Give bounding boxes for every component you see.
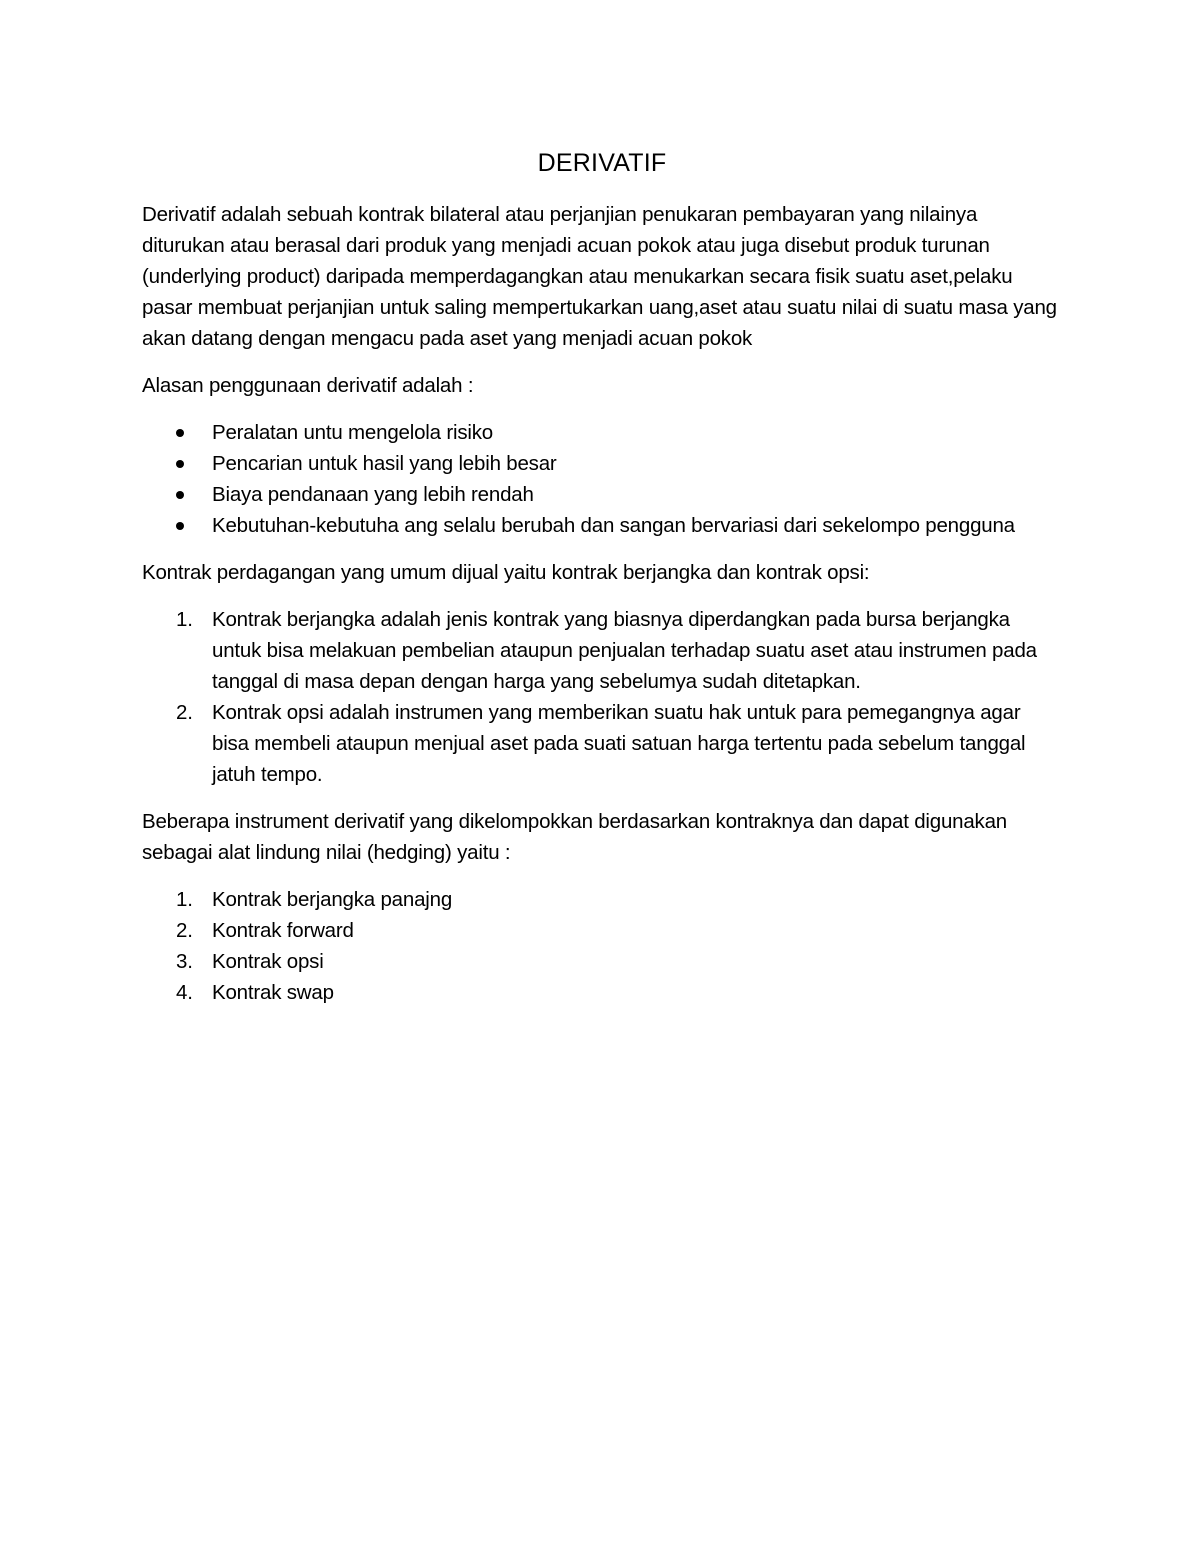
list-item: [142, 884, 1062, 915]
list-item: [142, 417, 1062, 448]
list-number: 1.: [176, 608, 193, 631]
contracts-list: [142, 604, 1062, 790]
list-item: [142, 697, 1062, 790]
list-item-text: Kontrak opsi adalah instrumen yang memberikan suatu hak untuk para pemegangnya agar bisa membeli ataupun menjual aset pada suati satuan harga tertentu pada sebelum tanggal jatuh tempo.: [212, 701, 1026, 786]
list-item: [142, 448, 1062, 479]
list-item: [142, 510, 1062, 541]
list-item: [142, 479, 1062, 510]
reasons-list: [142, 417, 1062, 541]
list-item-text: Kontrak berjangka panajng: [212, 888, 453, 911]
list-item-text: Pencarian untuk hasil yang lebih besar: [212, 452, 557, 475]
list-number: 2.: [176, 919, 193, 942]
intro-paragraph: Derivatif adalah sebuah kontrak bilateral atau perjanjian penukaran pembayaran yang nilainya diturukan atau berasal dari produk yang menjadi acuan pokok atau juga disebut produk turunan (underlying product) daripada memperdagangkan atau menukarkan secara fisik suatu aset,pelaku pasar membuat perjanjian untuk saling mempertukarkan uang,aset atau suatu nilai di suatu masa yang akan datang dengan mengacu pada aset yang menjadi acuan pokok: [142, 203, 1057, 350]
document-body: [142, 143, 1062, 1024]
list-item-text: Peralatan untu mengelola risiko: [212, 421, 493, 444]
list-item: [142, 946, 1062, 977]
list-number: 3.: [176, 950, 193, 973]
list-item-text: Biaya pendanaan yang lebih rendah: [212, 483, 534, 506]
list-item-text: Kontrak forward: [212, 919, 354, 942]
document-title: DERIVATIF: [537, 149, 667, 177]
list-item-text: Kebutuhan-kebutuha ang selalu berubah dan sangan bervariasi dari sekelompo pengguna: [212, 514, 1015, 537]
instruments-heading: Beberapa instrument derivatif yang dikelompokkan berdasarkan kontraknya dan dapat digunakan sebagai alat lindung nilai (hedging) yaitu :: [142, 810, 1008, 864]
bullet-icon: [176, 522, 184, 530]
list-item-text: Kontrak berjangka adalah jenis kontrak yang biasnya diperdangkan pada bursa berjangka untuk bisa melakuan pembelian ataupun penjualan terhadap suatu aset atau instrumen pada tanggal di masa depan dengan harga yang sebelumya sudah ditetapkan.: [212, 608, 1037, 693]
list-item: [142, 977, 1062, 1008]
contracts-heading: Kontrak perdagangan yang umum dijual yaitu kontrak berjangka dan kontrak opsi:: [142, 561, 870, 584]
list-number: 1.: [176, 888, 193, 911]
bullet-icon: [176, 429, 184, 437]
bullet-icon: [176, 491, 184, 499]
list-number: 4.: [176, 981, 193, 1004]
list-item-text: Kontrak opsi: [212, 950, 324, 973]
bullet-icon: [176, 460, 184, 468]
list-item: [142, 915, 1062, 946]
list-item-text: Kontrak swap: [212, 981, 334, 1004]
instruments-list: [142, 884, 1062, 1008]
reasons-heading: Alasan penggunaan derivatif adalah :: [142, 374, 474, 397]
list-number: 2.: [176, 701, 193, 724]
list-item: [142, 604, 1062, 697]
